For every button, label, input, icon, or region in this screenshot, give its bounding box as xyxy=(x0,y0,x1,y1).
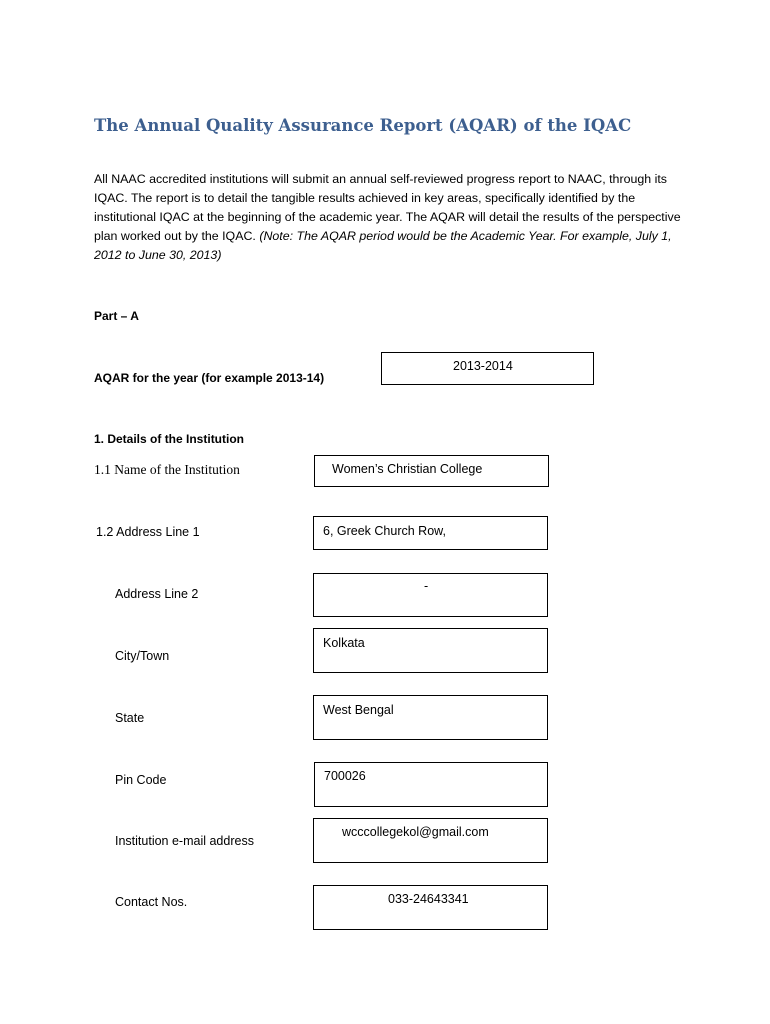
address-line1-value: 6, Greek Church Row, xyxy=(323,524,446,538)
address-line1-field[interactable] xyxy=(313,516,548,550)
email-field[interactable] xyxy=(313,818,548,863)
institution-name-label: 1.1 Name of the Institution xyxy=(94,462,240,477)
institution-name-field[interactable] xyxy=(314,455,549,487)
email-label: Institution e-mail address xyxy=(115,834,254,848)
part-heading: Part – A xyxy=(94,309,139,323)
institution-name-value: Women’s Christian College xyxy=(332,462,483,476)
address-line2-value: - xyxy=(424,579,429,593)
section-heading-institution: 1. Details of the Institution xyxy=(94,432,245,446)
contact-field[interactable] xyxy=(313,885,548,930)
state-value: West Bengal xyxy=(323,703,394,717)
city-value: Kolkata xyxy=(323,636,365,650)
intro-paragraph xyxy=(94,170,694,265)
state-field[interactable] xyxy=(313,695,548,740)
address-line1-label: 1.2 Address Line 1 xyxy=(96,525,200,539)
city-label: City/Town xyxy=(115,649,170,663)
pin-code-field[interactable] xyxy=(314,762,548,807)
aqar-year-field[interactable] xyxy=(381,352,594,385)
aqar-year-value: 2013-2014 xyxy=(453,359,513,373)
address-line2-field[interactable] xyxy=(313,573,548,617)
pin-code-label: Pin Code xyxy=(115,773,167,787)
page-title: The Annual Quality Assurance Report (AQAR) of the IQAC xyxy=(94,116,632,135)
pin-code-value: 700026 xyxy=(324,769,366,783)
contact-value: 033-24643341 xyxy=(388,892,469,906)
intro-note: (Note: The AQAR period would be the Academic Year. For example, July 1, 2012 to June 30, 2013) xyxy=(94,229,672,262)
contact-label: Contact Nos. xyxy=(115,895,188,909)
city-field[interactable] xyxy=(313,628,548,673)
email-value: wcccollegekol@gmail.com xyxy=(342,825,489,839)
intro-text: All NAAC accredited institutions will submit an annual self-reviewed progress report to NAAC, through its IQAC. The report is to detail the tangible results achieved in key areas, specifically identified by the institutional IQAC at the beginning of the academic year. The AQAR will detail the results of the perspective plan worked out by the IQAC. xyxy=(94,172,681,243)
address-line2-label: Address Line 2 xyxy=(115,587,199,601)
aqar-year-label: AQAR for the year (for example 2013-14) xyxy=(94,371,325,385)
state-label: State xyxy=(115,711,145,725)
